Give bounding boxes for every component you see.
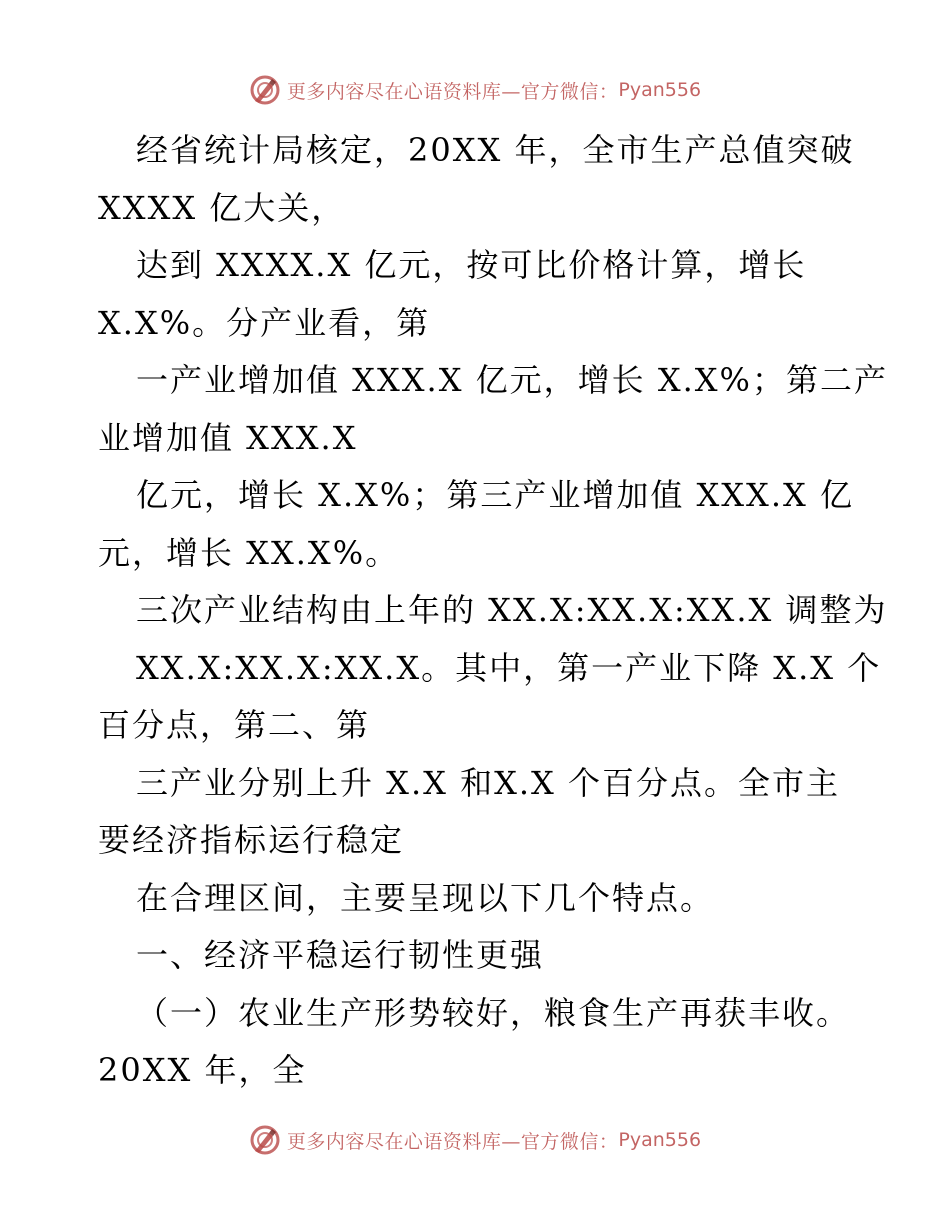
text-line: 亿元，增长 X.X%；第三产业增加值 XXX.X 亿 [136, 476, 854, 514]
document-body [98, 122, 888, 1100]
text-line: 经省统计局核定，20XX 年，全市生产总值突破 [136, 131, 855, 169]
text-line: XX.X:XX.X:XX.X。其中，第一产业下降 X.X 个 [136, 648, 882, 687]
text-line: 20XX 年，全 [98, 1051, 307, 1089]
text-line: 一产业增加值 XXX.X 亿元，增长 X.X%；第二产 [136, 361, 888, 399]
header-banner-text: 更多内容尽在心语资料库—官方微信： [286, 80, 619, 103]
text-line: 三次产业结构由上年的 XX.X:XX.X:XX.X 调整为 [136, 591, 888, 629]
header-watermark-banner [0, 72, 950, 108]
pen-logo-icon [249, 1124, 281, 1156]
text-line: 要经济指标运行稳定 [98, 821, 405, 859]
text-line: 在合理区间，主要呈现以下几个特点。 [136, 878, 715, 917]
footer-banner-wechat-id: Pyan556 [618, 1129, 702, 1151]
text-line: 三产业分别上升 X.X 和X.X 个百分点。全市主 [136, 763, 840, 802]
section-heading: 一、经济平稳运行韧性更强 [136, 936, 545, 974]
pen-logo-icon [249, 74, 281, 106]
subsection-heading: （一）农业生产形势较好，粮食生产再获丰收。 [136, 993, 851, 1032]
text-line: 元，增长 XX.X%。 [98, 533, 400, 572]
text-line: 达到 XXXX.X 亿元，按可比价格计算，增长 [136, 246, 807, 284]
text-line: 业增加值 XXX.X [98, 418, 358, 457]
footer-banner-text: 更多内容尽在心语资料库—官方微信： [286, 1130, 619, 1153]
text-line: XXXX 亿大关， [98, 188, 346, 227]
footer-watermark-banner [0, 1122, 950, 1158]
text-line: 百分点，第二、第 [98, 706, 371, 744]
text-line: X.X%。分产业看，第 [98, 303, 431, 342]
header-banner-wechat-id: Pyan556 [618, 79, 702, 101]
